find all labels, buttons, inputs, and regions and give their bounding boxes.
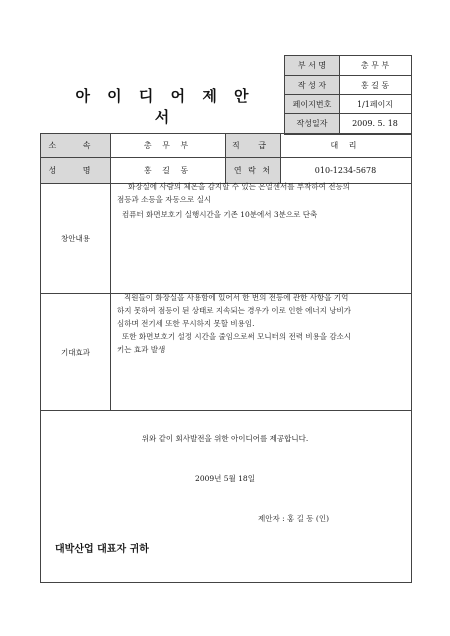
document-title: 아 이 디 어 제 안 서: [75, 87, 255, 126]
meta-label-author: 작 성 자: [285, 76, 339, 94]
contact-label: 연 락 처: [226, 158, 280, 183]
proposer-signature: 제안자 : 홍 길 동 (인): [258, 514, 330, 523]
meta-label-page: 페이지번호: [285, 95, 339, 113]
addressee: 대박산업 대표자 귀하: [55, 544, 149, 555]
meta-value-dept: 총 무 부: [360, 61, 390, 70]
dept-value: 총 무 부: [143, 141, 193, 150]
meta-label-date: 작성일자: [285, 114, 339, 133]
meta-value-author: 홍 길 동: [360, 80, 390, 90]
effect-line: 키는 효과 발생: [117, 345, 166, 354]
meta-label-dept: 부 서 명: [285, 56, 339, 75]
closing-date: 2009년 5월 18일: [195, 474, 255, 483]
dept-label: 소 속: [41, 134, 110, 157]
proposal-line: 화장실에 사람의 체온을 감지할 수 있는 온열센서를 부착하여 전등의: [128, 182, 350, 191]
effect-label: 기대효과: [61, 347, 90, 357]
effect-line: 하지 못하여 점등이 된 상태로 지속되는 경우가 이로 인한 에너지 낭비가: [117, 306, 351, 315]
proposal-line: 컴퓨터 화면보호기 실행시간을 기존 10분에서 3분으로 단축: [122, 210, 318, 219]
effect-line: 직원들이 화장실을 사용함에 있어서 한 번의 전등에 관한 사항을 기억: [124, 293, 349, 302]
rank-value: 대 리: [330, 141, 361, 150]
meta-value-page: 1/1페이지: [356, 99, 394, 109]
contact-value: 010-1234-5678: [314, 166, 377, 175]
closing-statement: 위와 같이 회사발전을 위한 아이디어를 제공합니다.: [141, 434, 309, 443]
meta-value-date: 2009. 5. 18: [352, 119, 398, 128]
name-label: 성 명: [41, 158, 110, 183]
proposal-line: 점등과 소등을 자동으로 실시: [117, 195, 212, 204]
proposal-label: 창안내용: [61, 234, 90, 243]
effect-line: 또한 화면보호기 설정 시간을 줄임으로써 모니터의 전력 비용을 감소시: [122, 332, 352, 341]
name-value: 홍 길 동: [143, 166, 193, 175]
effect-line: 심하며 전기세 또한 무시하지 못할 비용임.: [117, 319, 255, 328]
row-line: [40, 410, 411, 411]
rank-label: 직 급: [226, 134, 280, 157]
